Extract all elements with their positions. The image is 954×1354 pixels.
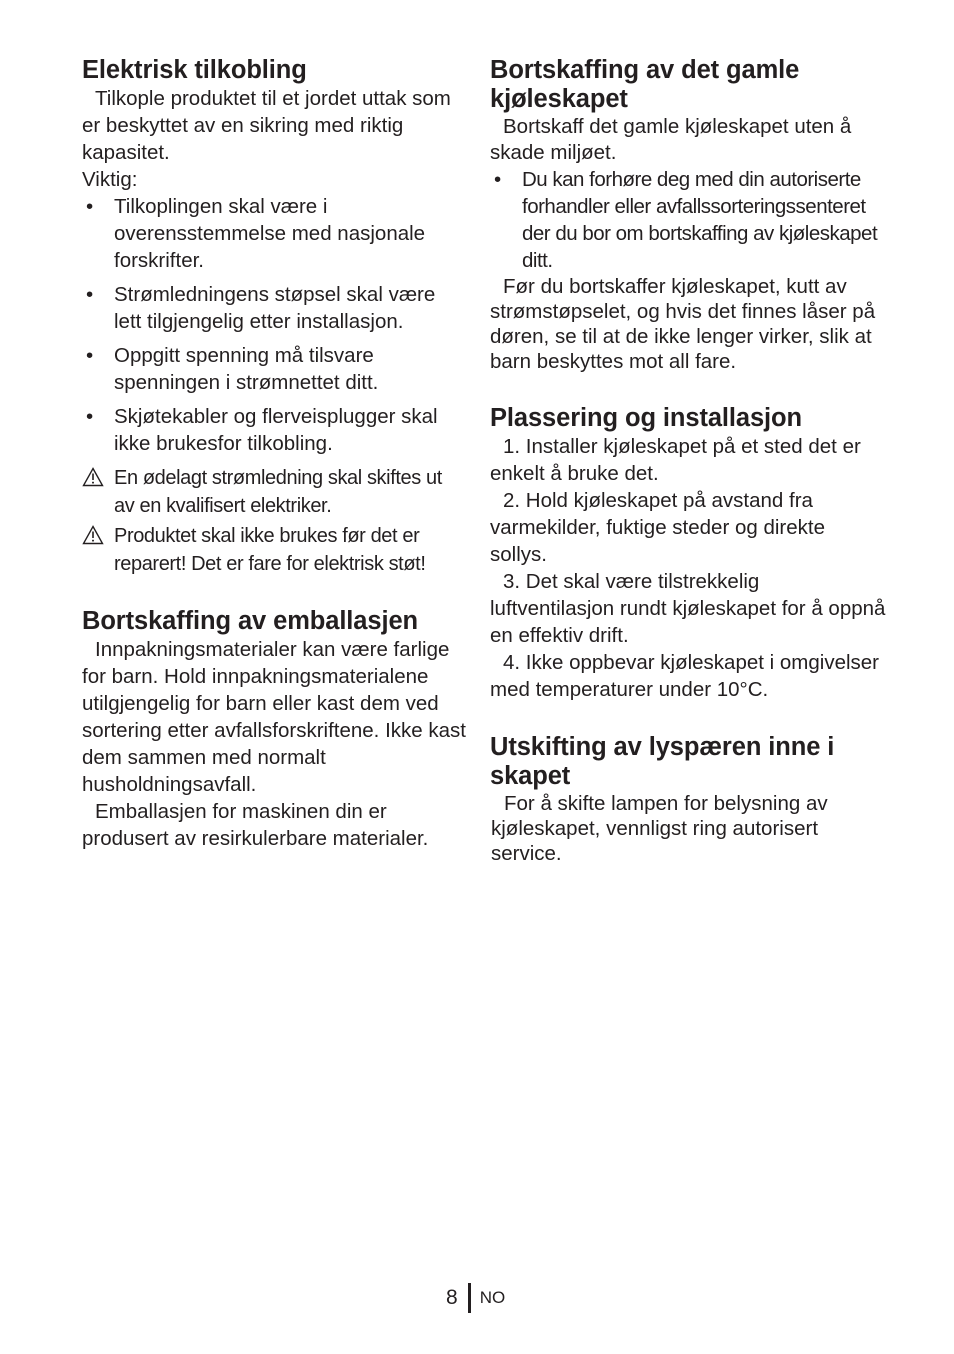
page-number: 8 bbox=[446, 1286, 458, 1309]
paragraph: Innpakningsmaterialer kan være farlige for barn. Hold innpakningsmaterialene utilgjengelig for barn eller kast dem ved sortering etter avfallsforskriftene. Ikke kast dem sammen med normalt husholdningsavfall. bbox=[82, 638, 466, 796]
section-heading: Utskifting av lyspæren inne i skapet bbox=[490, 733, 835, 790]
list-item: 4. Ikke oppbevar kjøleskapet i omgivelser med temperaturer under 10°C. bbox=[490, 651, 880, 701]
bullet-icon: • bbox=[86, 195, 94, 218]
section-heading: Bortskaffing av emballasjen bbox=[82, 607, 418, 635]
bullet-icon: • bbox=[86, 405, 94, 428]
paragraph: Tilkople produktet til et jordet uttak som er beskyttet av en sikring med riktig kapasitet. bbox=[82, 87, 451, 164]
left-column bbox=[82, 56, 466, 852]
warning-triangle-icon bbox=[82, 525, 104, 553]
warning-note: En ødelagt strømledning skal skiftes ut av en kvalifisert elektriker. bbox=[82, 464, 466, 520]
bullet-list bbox=[82, 193, 466, 457]
section-old-fridge-disposal bbox=[490, 56, 886, 374]
section-placement-installation bbox=[490, 404, 886, 703]
warning-note: Produktet skal ikke brukes før det er reparert! Det er fare for elektrisk støt! bbox=[82, 522, 466, 578]
list-item: • Skjøtekabler og flerveisplugger skal ikke brukesfor tilkobling. bbox=[86, 405, 438, 455]
section-bulb-replacement bbox=[490, 733, 886, 866]
section-packaging-disposal bbox=[82, 607, 466, 852]
language-code: NO bbox=[479, 1288, 506, 1307]
bullet-icon: • bbox=[494, 168, 501, 191]
footer-divider bbox=[468, 1283, 471, 1313]
section-heading: Elektrisk tilkobling bbox=[82, 56, 307, 84]
list-item: • Oppgitt spenning må tilsvare spenningen i strømnettet ditt. bbox=[86, 344, 379, 394]
section-electrical-connection bbox=[82, 56, 466, 578]
section-heading: Bortskaffing av det gamle kjøleskapet bbox=[490, 56, 800, 113]
list-item: 2. Hold kjøleskapet på avstand fra varmekilder, fuktige steder og direkte sollys. bbox=[490, 489, 825, 566]
bullet-icon: • bbox=[86, 283, 94, 306]
paragraph: Før du bortskaffer kjøleskapet, kutt av strømstøpselet, og hvis det finnes låser på døren, se til at de ikke lenger virker, slik at barn beskyttes mot all fare. bbox=[490, 275, 876, 373]
right-column bbox=[490, 56, 886, 866]
list-item: 1. Installer kjøleskapet på et sted det er enkelt å bruke det. bbox=[490, 435, 861, 485]
warning-triangle-icon bbox=[82, 467, 104, 495]
paragraph: Emballasjen for maskinen din er produsert av resirkulerbare materialer. bbox=[82, 800, 429, 850]
list-item: • Du kan forhøre deg med din autoriserte forhandler eller avfallssorteringssenteret der du bor om bortskaffing av kjøleskapet ditt. bbox=[494, 168, 878, 272]
note-label: Viktig: bbox=[82, 168, 138, 191]
section-heading: Plassering og installasjon bbox=[490, 404, 802, 432]
list-item: • Tilkoplingen skal være i overensstemmelse med nasjonale forskrifter. bbox=[86, 195, 426, 272]
bullet-icon: • bbox=[86, 344, 94, 367]
list-item: • Strømledningens støpsel skal være lett tilgjengelig etter installasjon. bbox=[86, 283, 436, 333]
page-footer bbox=[446, 1283, 505, 1313]
paragraph: Bortskaff det gamle kjøleskapet uten å skade miljøet. bbox=[490, 115, 852, 164]
list-item: 3. Det skal være tilstrekkelig luftventilasjon rundt kjøleskapet for å oppnå en effektiv drift. bbox=[490, 570, 886, 647]
paragraph: For å skifte lampen for belysning av kjøleskapet, vennligst ring autorisert service. bbox=[491, 792, 828, 865]
bullet-list bbox=[490, 166, 886, 274]
